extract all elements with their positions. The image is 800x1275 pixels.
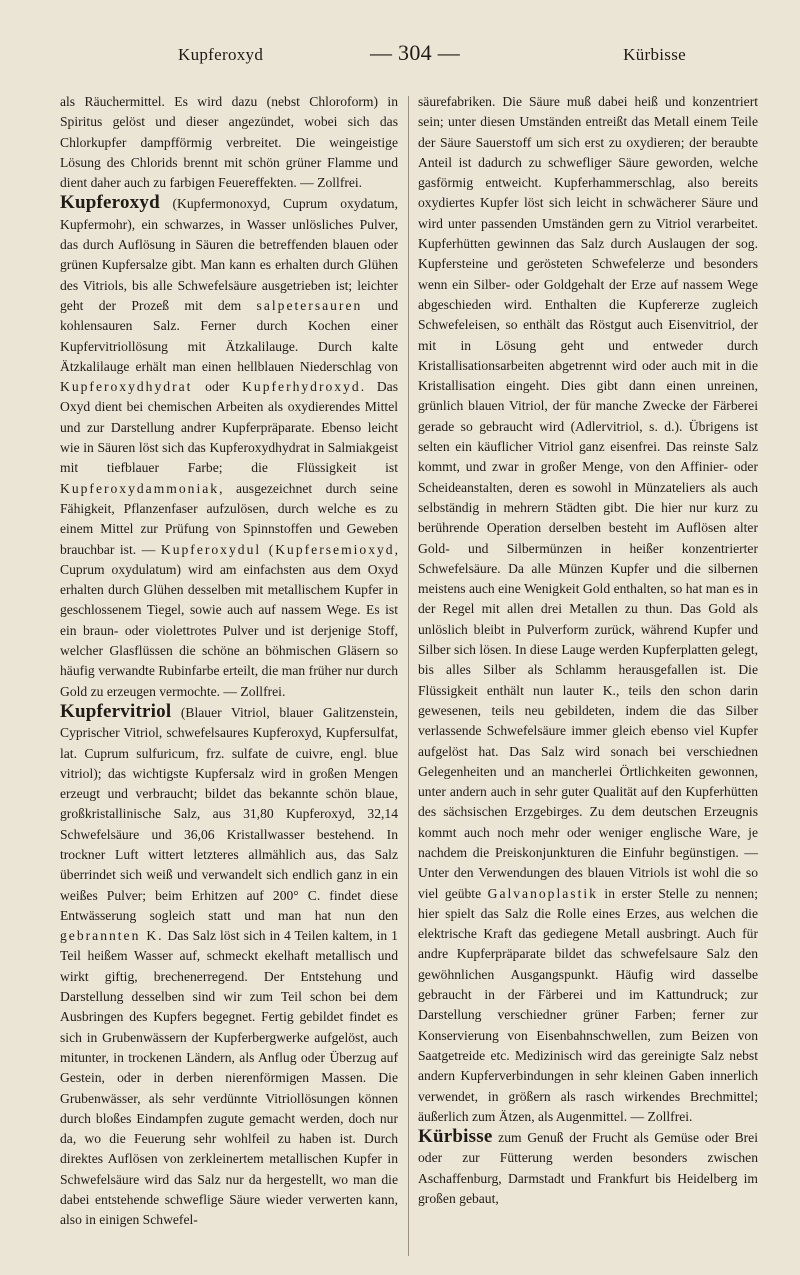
right-column <box>418 92 758 1209</box>
entry-text: in erster Stelle zu nennen; hier spielt das Salz die Rolle eines Erzes, aus welchen die elektrische Kraft das gediegene Metall ausbringt. Auch für andre Kupferpräparate bildet das schwefelsaure Salz den gewöhnlichen Ausgangspunkt. Häufig wird dasselbe gebraucht in der Färberei und im Kattundruck; zur Darstellung verschiedner grüner Farben; ferner zur Konservierung von Eisenbahnschwellen, zum Beizen von Saatgetreide etc. Medizinisch wird das gereinigte Salz nebst andern Kupferverbindungen in sehr kleinen Gaben innerlich verwendet, in größern als rasch wirkendes Brechmittel; äußerlich zum Ätzen, als Augenmittel. — Zollfrei. <box>418 885 759 1124</box>
entry-head-kurbisse: Kürbisse <box>418 1126 493 1148</box>
entry-kurbisse <box>418 1127 758 1209</box>
entry-text: (Blauer Vitriol, blauer Galitzenstein, Cyprischer Vitriol, schwefelsaures Kupferoxyd, Kupfersulfat, lat. Cuprum sulfuricum, frz. sulfate de cuivre, engl. blue vitriol); das wichtigste Kupfersalz wird in großen Mengen erzeugt und verbraucht; bildet das bekannte schön blaue, großkristallinische Salz, aus 31,80 Kupferoxyd, 32,14 Schwefelsäure und 36,06 Kristallwasser bestehend. In trockner Luft wittert letzteres allmählich aus, das Salz überrindet sich weiß und verwandelt sich endlich ganz in ein weißes Pulver; beim Erhitzen auf 200° C. findet diese Entwässerung sogleich statt und man hat nun den <box>60 704 398 923</box>
spaced-term: salpetersauren <box>256 297 363 313</box>
spaced-term: Galvanoplastik <box>487 885 598 901</box>
entry-head-kupfervitriol: Kupfervitriol <box>60 700 172 722</box>
spaced-term: Kupferoxydhydrat <box>60 379 193 395</box>
entry-text: (Kupfermonoxyd, Cuprum oxydatum, Kupfermohr), ein schwarzes, in Wasser unlösliches Pulver, das durch Auflösung in Säuren die betreffenden blauen oder grünen Kupfersalze gibt. Man kann es erhalten durch Glühen des Vitriols, bis alle Schwefelsäure ausgetrieben ist; leichter geht der Prozeß mit dem <box>60 196 398 313</box>
entry-text: säurefabriken. Die Säure muß dabei heiß und konzentriert sein; unter diesen Umständen entreißt das Metall einem Teile der Säure Sauerstoff um sich erst zu oxydieren; der beraubte Anteil ist dadurch zu schwefliger Säure geworden, welche gasförmig entweicht. Kupferhammerschlag, also bereits oxydiertes Kupfer löst sich leicht in schwächerer Säure und wird unter passenden Umständen gern zu Vitriol verarbeitet. Kupferhütten gewinnen das Salz durch Auslaugen der sog. Kupfersteine und gerösteten Schwefelerze und besonders wenn ein Silber- oder Goldgehalt der Erze auf nassem Wege abgeschieden wird. Enthalten die Kupfererze zugleich Schwefeleisen, so enthält das Röstgut auch Eisenvitriol, der mit in Lösung geht und entweder durch Kristallisationsarbeiten abgetrennt wird oder auch mit in die Kristallisation eingeht. Dies gibt dann einen unreinen, grünlich blauen Vitriol, der für manche Zwecke der Färberei gerade so gebraucht wird (Adlervitriol, s. d.). Übrigens ist selten ein käuflicher Vitriol ganz eisenfrei. Das reinste Salz kommt, und zwar in großer Menge, von den Affinier- oder Scheideanstalten, deren es sowohl in Münzateliers als auch selbständig in mehrern Städten gibt. Die hier nur kurz zu berührende Operation derselben besteht im Auflösen alter Gold- und Silbermünzen in heißer konzentrierter Schwefelsäure. Da alle Münzen Kupfer und die silbernen meistens auch eine Wenigkeit Gold enthalten, so hat man es in der Regel mit allen drei Metallen zu thun. Das Gold als unlöslich bleibt in Pulverform zurück, während Kupfer und Silber sich lösen. In diese Lauge werden Kupferplatten gelegt, bis alles Silber als Schlamm herausgefallen ist. Die Flüssigkeit enthält nun lauter K., teils den schon darin gewesenen, teils neu gebildeten, indem die das Silber verlassende Schwefelsäure immer gleich ebenso viel Kupfer aufgelöst hat. Das Salz wird sonach bei verschiednen Gelegenheiten und an mancherlei Örtlichkeiten gewonnen, unter andern auch in sehr guter Qualität auf den Kupferhütten des sächsischen Erzgebirges. Zu dem deutschen Erzeugnis kommt auch noch mehr oder weniger englische Ware, je nachdem die Preiskonjunkturen die Einfuhr begünstigen. — Unter den Verwendungen des blauen Vitriols ist wohl die so viel geübte <box>418 94 758 901</box>
entry-text: zum Genuß der Frucht als Gemüse oder Brei oder zur Fütterung werden besonders zwischen Aschaffenburg, Darmstadt und Frankfurt bis Heidelberg im großen gebaut, <box>418 1130 758 1207</box>
spaced-term: Kupferhydroxyd <box>242 379 361 395</box>
running-head-left: Kupferoxyd <box>178 45 264 64</box>
intro-text: als Räuchermittel. Es wird dazu (nebst Chloroform) in Spiritus gelöst und dieser angezündet, wobei sich das Chlorkupfer dampfförmig verbreitet. Die weingeistige Lösung des Chlorids brennt mit schön grüner Flamme und dient daher auch zu farbigen Feuereffekten. — Zollfrei. <box>60 94 398 191</box>
spaced-term: Kupferoxydul (Kupfersemioxyd <box>160 541 395 557</box>
entry-text: , ausgezeichnet durch seine Fähigkeit, Pflanzenfaser aufzulösen, durch welche es zu einem Mittel zur Prüfung von Spinnstoffen und Geweben brauchbar ist. — <box>60 480 398 557</box>
column-divider <box>408 96 409 1256</box>
entry-text: und kohlensauren Salz. Ferner durch Kochen einer Kupfervitriollösung mit Ätzkalilauge. Durch kalte Ätzkalilauge erhält man einen hellblauen Niederschlag von <box>60 297 398 374</box>
entry-kupfervitriol <box>60 702 398 1231</box>
paragraph-intro <box>60 92 398 193</box>
running-head-right: Kürbisse <box>623 45 686 64</box>
entry-kupferoxyd <box>60 193 398 701</box>
entry-text: Das Salz löst sich in 4 Teilen kaltem, in 1 Teil heißem Wasser auf, schmeckt ekelhaft metallisch und wirkt giftig, brechenerregend. Der Entstehung und Darstellung desselben sind wir zum Teil schon bei dem Ausbringen des Kupfers begegnet. Fertig gebildet findet es sich in Grubenwässern der Kupferbergwerke aufgelöst, auch mitunter, in trockenen Ländern, als Anflug oder Überzug auf Gestein, oder in derben nierenförmigen Massen. Die Grubenwässer, als sehr verdünnte Vitriollösungen können durch bloßes Eindampfen zugute gemacht werden, doch nur da, wo die Feuerung sehr wohlfeil zu haben ist. Durch direktes Auflösen von zerkleinertem metallischen Kupfer in Schwefelsäure wird das Salz nur da hergestellt, wo man die dabei entstehende schweflige Säure wieder verwerten kann, also in einigen Schwefel- <box>60 928 398 1228</box>
entry-text: oder <box>192 379 243 395</box>
entry-kupfervitriol-continued <box>418 92 758 1127</box>
entry-text: , Cuprum oxydulatum) wird am einfachsten aus dem Oxyd erhalten durch Glühen desselben mit metallischem Kupfer in geschlossenem Tiegel, sowie auch auf nassem Wege. Es ist ein braun- oder violettrotes Pulver und ist derjenige Stoff, welcher Glasflüssen die schöne an böhmischen Gläsern so häufig verwandte Rubinfarbe erteilt, die man früher nur durch Gold zu erzeugen vermochte. — Zollfrei. <box>60 541 399 699</box>
entry-text: . Das Oxyd dient bei chemischen Arbeiten als oxydierendes Mittel und zur Darstellung andrer Kupferpräparate. Ebenso leicht wie in Säuren löst sich das Kupferoxydhydrat in Salmiakgeist mit tiefblauer Farbe; die Flüssigkeit ist <box>60 379 398 476</box>
page-number: — 304 — <box>369 40 461 65</box>
spaced-term: Kupferoxydammoniak <box>60 480 220 496</box>
entry-head-kupferoxyd: Kupferoxyd <box>60 192 160 214</box>
running-head <box>60 40 770 70</box>
left-column <box>60 92 398 1231</box>
spaced-term: gebrannten K. <box>60 928 164 944</box>
